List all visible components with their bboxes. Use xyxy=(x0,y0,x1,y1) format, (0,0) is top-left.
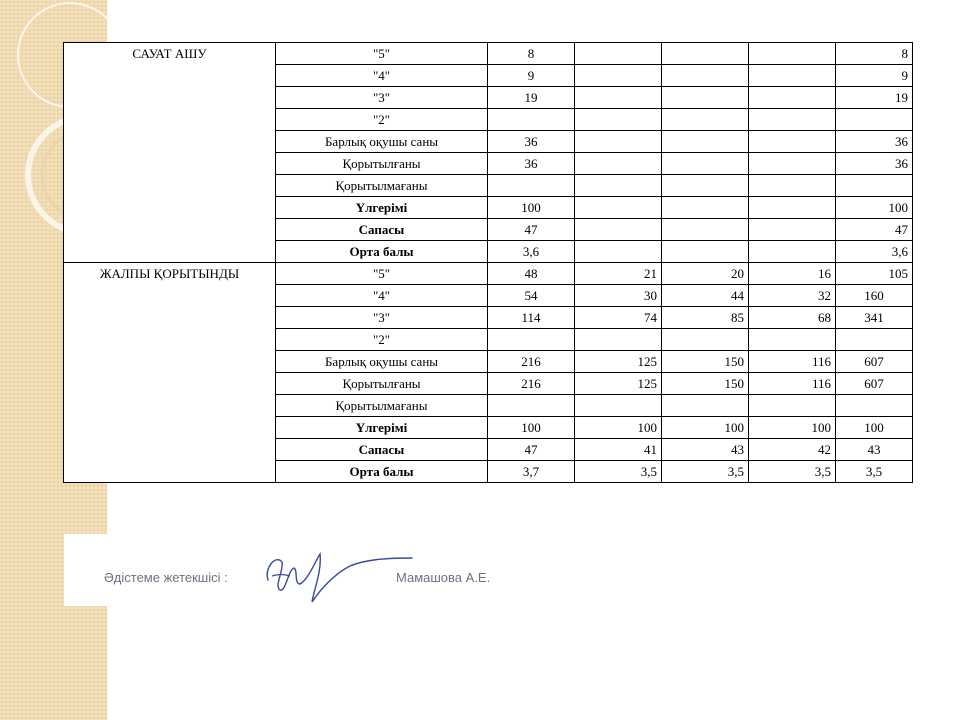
value-cell xyxy=(662,65,749,87)
value-cell: 105 xyxy=(836,263,913,285)
value-cell: 100 xyxy=(662,417,749,439)
value-cell: 3,5 xyxy=(575,461,662,483)
value-cell xyxy=(662,175,749,197)
value-cell: 3,6 xyxy=(836,241,913,263)
value-cell xyxy=(575,219,662,241)
value-cell: 32 xyxy=(749,285,836,307)
value-cell: 216 xyxy=(488,373,575,395)
value-cell xyxy=(749,65,836,87)
signatory-name: Мамашова А.Е. xyxy=(396,570,491,585)
value-cell xyxy=(749,395,836,417)
value-cell xyxy=(662,87,749,109)
value-cell xyxy=(662,131,749,153)
value-cell xyxy=(749,153,836,175)
table-row xyxy=(64,263,913,285)
value-cell xyxy=(749,241,836,263)
table-row xyxy=(64,43,913,65)
value-cell: 125 xyxy=(575,373,662,395)
value-cell: 100 xyxy=(488,197,575,219)
value-cell xyxy=(836,175,913,197)
value-cell: 160 xyxy=(836,285,913,307)
value-cell: 41 xyxy=(575,439,662,461)
value-cell: 116 xyxy=(749,373,836,395)
value-cell: 36 xyxy=(836,153,913,175)
metric-label: "5" xyxy=(276,43,488,65)
value-cell: 607 xyxy=(836,351,913,373)
value-cell: 36 xyxy=(836,131,913,153)
value-cell: 9 xyxy=(836,65,913,87)
value-cell: 3,5 xyxy=(662,461,749,483)
value-cell xyxy=(488,109,575,131)
value-cell: 42 xyxy=(749,439,836,461)
metric-label: Сапасы xyxy=(276,219,488,241)
value-cell: 68 xyxy=(749,307,836,329)
value-cell: 47 xyxy=(488,219,575,241)
value-cell: 216 xyxy=(488,351,575,373)
value-cell: 114 xyxy=(488,307,575,329)
value-cell: 54 xyxy=(488,285,575,307)
value-cell: 3,5 xyxy=(749,461,836,483)
metric-label: "4" xyxy=(276,65,488,87)
value-cell: 43 xyxy=(836,439,913,461)
value-cell: 47 xyxy=(488,439,575,461)
value-cell xyxy=(488,395,575,417)
value-cell: 19 xyxy=(488,87,575,109)
value-cell xyxy=(575,131,662,153)
value-cell: 150 xyxy=(662,351,749,373)
value-cell: 3,7 xyxy=(488,461,575,483)
value-cell: 43 xyxy=(662,439,749,461)
value-cell: 36 xyxy=(488,153,575,175)
value-cell xyxy=(749,43,836,65)
value-cell xyxy=(836,329,913,351)
metric-label: Қорытылмағаны xyxy=(276,175,488,197)
value-cell: 21 xyxy=(575,263,662,285)
value-cell xyxy=(749,219,836,241)
value-cell xyxy=(836,395,913,417)
value-cell xyxy=(662,329,749,351)
metric-label: "3" xyxy=(276,307,488,329)
value-cell xyxy=(575,109,662,131)
metric-label: "2" xyxy=(276,329,488,351)
value-cell xyxy=(575,395,662,417)
value-cell xyxy=(662,241,749,263)
value-cell: 150 xyxy=(662,373,749,395)
handwritten-signature xyxy=(254,540,414,604)
metric-label: Барлық оқушы саны xyxy=(276,131,488,153)
value-cell: 607 xyxy=(836,373,913,395)
value-cell xyxy=(488,329,575,351)
metric-label: "5" xyxy=(276,263,488,285)
value-cell xyxy=(575,241,662,263)
value-cell: 100 xyxy=(575,417,662,439)
value-cell xyxy=(749,329,836,351)
value-cell xyxy=(662,219,749,241)
metric-label: "3" xyxy=(276,87,488,109)
value-cell xyxy=(488,175,575,197)
value-cell: 100 xyxy=(749,417,836,439)
metric-label: Үлгерімі xyxy=(276,417,488,439)
metric-label: "4" xyxy=(276,285,488,307)
value-cell xyxy=(749,131,836,153)
value-cell xyxy=(575,43,662,65)
value-cell: 48 xyxy=(488,263,575,285)
value-cell: 20 xyxy=(662,263,749,285)
metric-label: "2" xyxy=(276,109,488,131)
value-cell xyxy=(575,197,662,219)
value-cell: 85 xyxy=(662,307,749,329)
value-cell: 16 xyxy=(749,263,836,285)
signature-label: Әдістеме жетекшісі : xyxy=(104,570,228,585)
metric-label: Сапасы xyxy=(276,439,488,461)
value-cell: 341 xyxy=(836,307,913,329)
value-cell xyxy=(662,395,749,417)
value-cell: 36 xyxy=(488,131,575,153)
value-cell xyxy=(749,109,836,131)
metric-label: Барлық оқушы саны xyxy=(276,351,488,373)
metric-label: Үлгерімі xyxy=(276,197,488,219)
metric-label: Қорытылмағаны xyxy=(276,395,488,417)
metric-label: Орта балы xyxy=(276,241,488,263)
value-cell: 3,5 xyxy=(836,461,913,483)
value-cell xyxy=(662,109,749,131)
value-cell: 9 xyxy=(488,65,575,87)
metric-label: Қорытылғаны xyxy=(276,153,488,175)
value-cell xyxy=(836,109,913,131)
section-title: САУАТ АШУ xyxy=(64,43,276,263)
value-cell xyxy=(749,87,836,109)
value-cell: 8 xyxy=(836,43,913,65)
value-cell xyxy=(575,87,662,109)
value-cell xyxy=(575,329,662,351)
value-cell: 47 xyxy=(836,219,913,241)
value-cell: 74 xyxy=(575,307,662,329)
value-cell: 100 xyxy=(836,417,913,439)
value-cell: 100 xyxy=(488,417,575,439)
value-cell: 125 xyxy=(575,351,662,373)
value-cell xyxy=(749,175,836,197)
value-cell: 19 xyxy=(836,87,913,109)
value-cell: 3,6 xyxy=(488,241,575,263)
value-cell xyxy=(662,197,749,219)
value-cell: 8 xyxy=(488,43,575,65)
signature-block xyxy=(64,534,540,606)
value-cell: 44 xyxy=(662,285,749,307)
value-cell xyxy=(575,175,662,197)
value-cell xyxy=(662,43,749,65)
metric-label: Орта балы xyxy=(276,461,488,483)
value-cell xyxy=(575,153,662,175)
value-cell: 30 xyxy=(575,285,662,307)
value-cell: 116 xyxy=(749,351,836,373)
metric-label: Қорытылғаны xyxy=(276,373,488,395)
value-cell xyxy=(575,65,662,87)
value-cell: 100 xyxy=(836,197,913,219)
value-cell xyxy=(749,197,836,219)
section-title: ЖАЛПЫ ҚОРЫТЫНДЫ xyxy=(64,263,276,483)
value-cell xyxy=(662,153,749,175)
results-table xyxy=(63,42,913,483)
